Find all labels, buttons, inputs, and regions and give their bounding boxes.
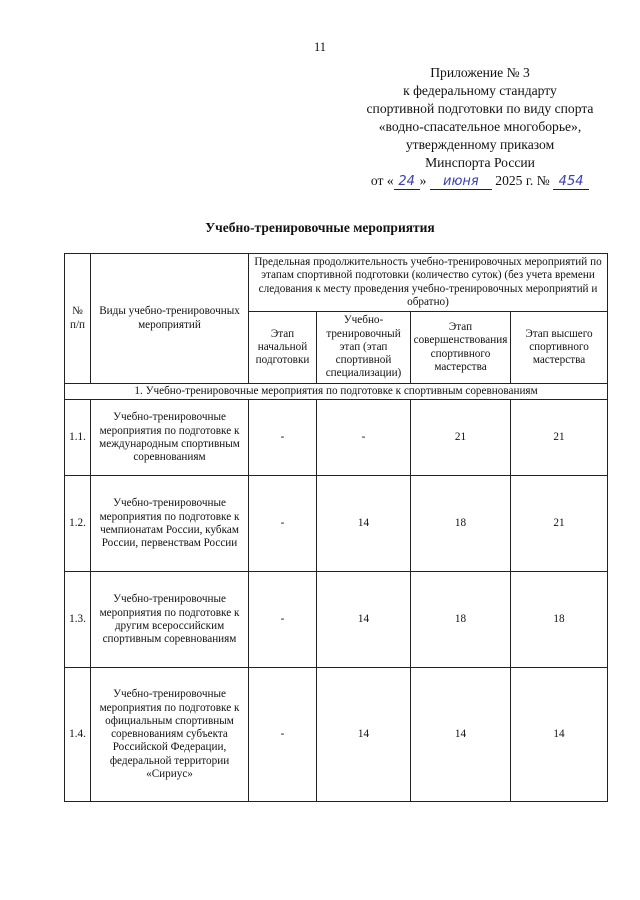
row-name: Учебно-тренировочные мероприятия по подготовке к официальным спортивным соревнованиям субъекта Российской Федерации, федеральной территории «Сириус» [91, 668, 249, 802]
row-value: 14 [317, 572, 411, 668]
page-number: 11 [313, 40, 327, 54]
table-row [65, 476, 608, 572]
row-value: 21 [511, 476, 608, 572]
row-num: 1.4. [65, 668, 91, 802]
appendix-header [320, 64, 640, 190]
row-name: Учебно-тренировочные мероприятия по подготовке к чемпионатам России, кубкам России, первенствам России [91, 476, 249, 572]
table-row [65, 668, 608, 802]
row-value: 18 [411, 476, 511, 572]
section-row [65, 384, 608, 400]
row-num: 1.1. [65, 400, 91, 476]
document-title: Учебно-тренировочные мероприятия [205, 220, 435, 235]
appendix-line: «водно-спасательное многоборье», [378, 119, 582, 134]
date-prefix: от « [370, 173, 394, 188]
header-stage: Этап высшего спортивного мастерства [511, 312, 608, 384]
row-value: - [249, 400, 317, 476]
row-value: 14 [317, 476, 411, 572]
table-row [65, 400, 608, 476]
year-text: 2025 г. № [495, 173, 550, 188]
appendix-line: Минспорта России [425, 155, 535, 170]
header-event-type: Виды учебно-тренировочных мероприятий [91, 254, 249, 384]
table-row [65, 572, 608, 668]
row-num: 1.2. [65, 476, 91, 572]
row-value: - [249, 572, 317, 668]
appendix-line: спортивной подготовки по виду спорта [366, 101, 594, 116]
row-value: - [249, 476, 317, 572]
header-stage: Учебно-тренировочный этап (этап спортивной специализации) [317, 312, 411, 384]
date-mid: » [419, 173, 427, 188]
row-value: 18 [511, 572, 608, 668]
header-duration: Предельная продолжительность учебно-тренировочных мероприятий по этапам спортивной подготовки (количество суток) (без учета времени следования к месту проведения учебно-тренировочных мероприятий и обратно) [249, 254, 608, 312]
row-value: - [317, 400, 411, 476]
table-header-row [65, 254, 608, 312]
row-value: 21 [411, 400, 511, 476]
row-value: - [249, 668, 317, 802]
row-value: 14 [317, 668, 411, 802]
header-stage: Этап начальной подготовки [249, 312, 317, 384]
header-stage: Этап совершенствования спортивного мастерства [411, 312, 511, 384]
row-value: 14 [511, 668, 608, 802]
appendix-line: Приложение № 3 [430, 65, 530, 80]
order-date-line [320, 172, 640, 190]
row-name: Учебно-тренировочные мероприятия по подготовке к другим всероссийским спортивным соревнованиям [91, 572, 249, 668]
header-num: № п/п [65, 254, 91, 384]
handwritten-month: июня [430, 174, 492, 190]
row-value: 18 [411, 572, 511, 668]
appendix-line: утвержденному приказом [405, 137, 555, 152]
handwritten-day: 24 [394, 174, 420, 190]
handwritten-order-number: 454 [553, 174, 589, 190]
row-num: 1.3. [65, 572, 91, 668]
section-title: 1. Учебно-тренировочные мероприятия по подготовке к спортивным соревнованиям [65, 384, 608, 400]
appendix-line: к федеральному стандарту [403, 83, 557, 98]
row-name: Учебно-тренировочные мероприятия по подготовке к международным спортивным соревнованиям [91, 400, 249, 476]
row-value: 14 [411, 668, 511, 802]
row-value: 21 [511, 400, 608, 476]
training-events-table [64, 253, 608, 802]
